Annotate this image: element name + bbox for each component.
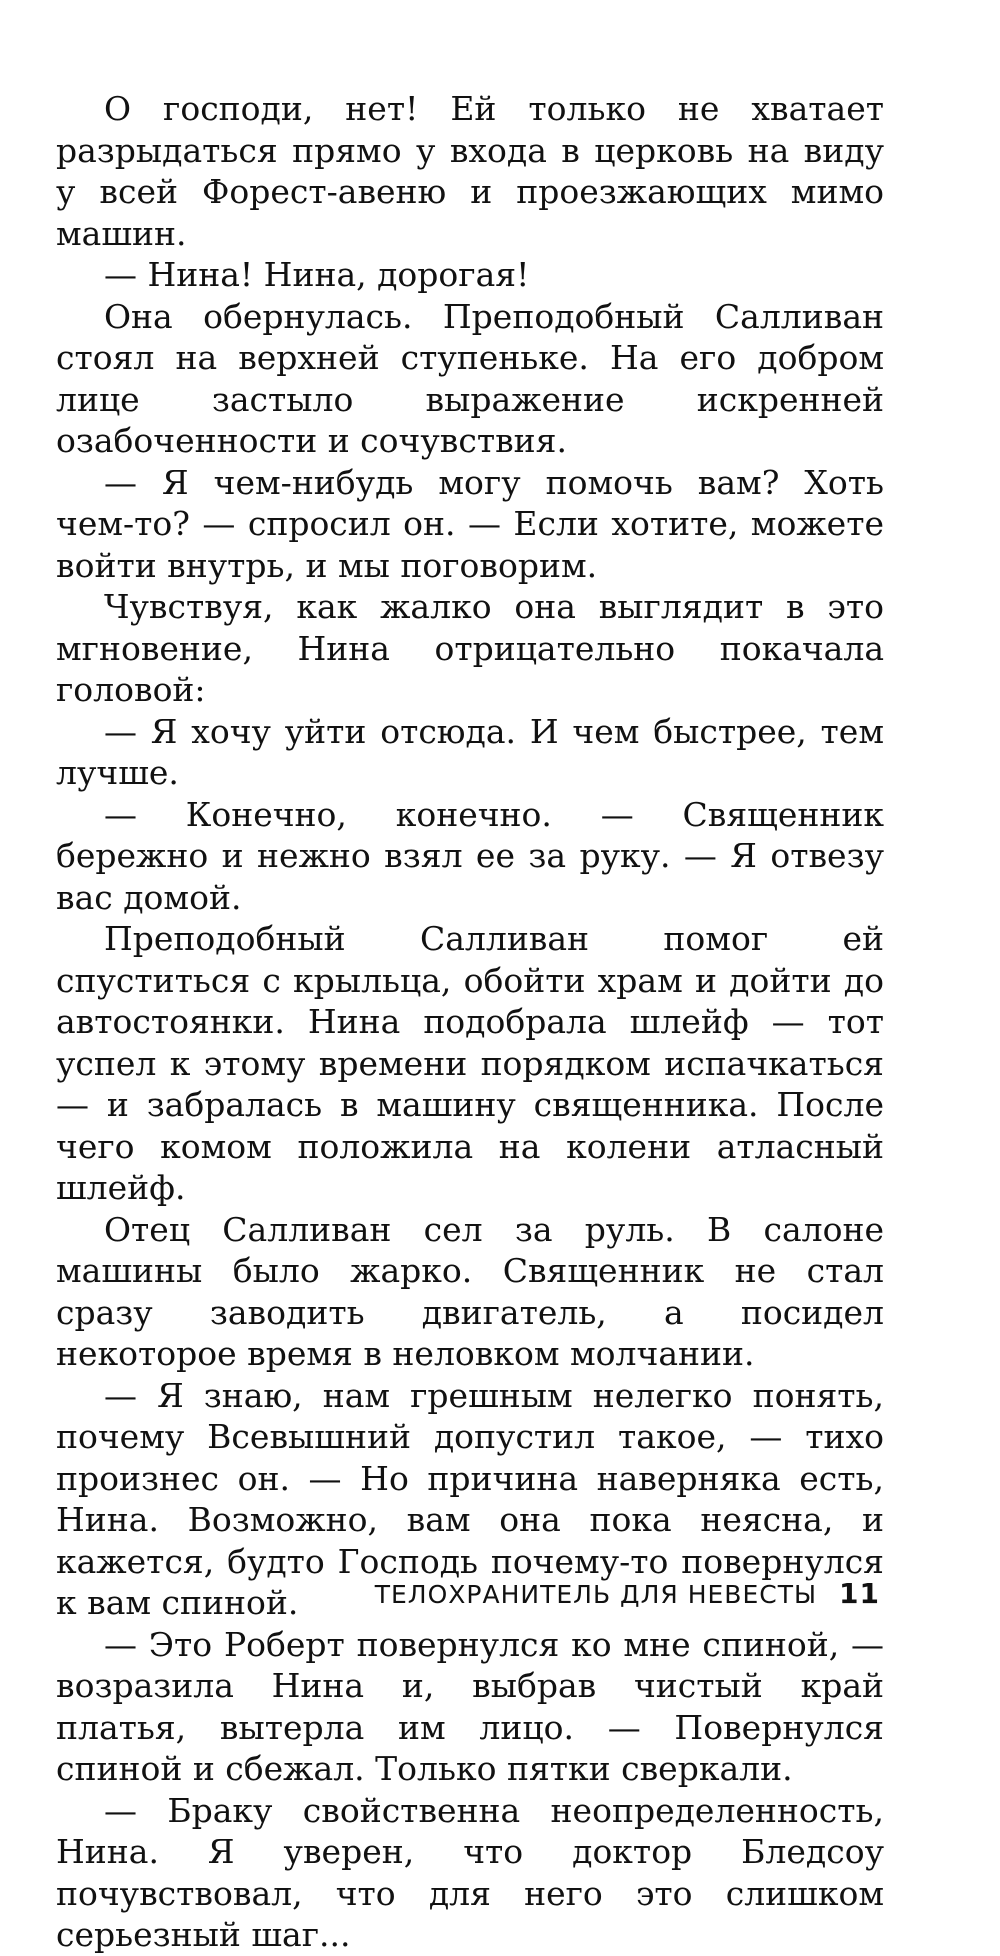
page-number: 11 [839,1577,880,1610]
paragraph-5: Чувствуя, как жалко она выглядит в это мгновение, Нина отрицательно покачала головой: [56,587,884,709]
paragraph-10: — Я знаю, нам грешным нелегко понять, почему Всевышний допустил такое, — тихо произнес он. — Но причина наверняка есть, Нина. Возможно, вам она пока неясна, и кажется, будто Господь почему-то повернулся к вам спиной. [56,1375,884,1622]
paragraph-7: — Конечно, конечно. — Священник бережно и нежно взял ее за руку. — Я отвезу вас домой. [56,794,884,917]
book-title: ТЕЛОХРАНИТЕЛЬ ДЛЯ НЕВЕСТЫ [374,1580,818,1609]
paragraph-4: — Я чем-нибудь могу помочь вам? Хоть чем-то? — спросил он. — Если хотите, можете войти внутрь, и мы поговорим. [56,462,884,585]
paragraph-12: — Браку свойственна неопределенность, Нина. Я уверен, что доктор Бледсоу почувствовал, что для него это слишком серьезный шаг... [56,1790,884,1954]
paragraph-2: — Нина! Нина, дорогая! [104,255,530,294]
running-footer [56,1577,880,1610]
page-body [56,88,884,1956]
paragraph-11: — Это Роберт повернулся ко мне спиной, — возразила Нина и, выбрав чистый край платья, вытерла им лицо. — Повернулся спиной и сбежал. Только пятки сверкали. [56,1624,884,1788]
paragraph-6: — Я хочу уйти отсюда. И чем быстрее, тем лучше. [56,711,884,792]
paragraph-3: Она обернулась. Преподобный Салливан стоял на верхней ступеньке. На его добром лице застыло выражение искренней озабоченности и сочувствия. [56,296,884,460]
paragraph-1: О господи, нет! Ей только не хватает разрыдаться прямо у входа в церковь на виду у всей Форест-авеню и проезжающих мимо машин. [56,89,884,253]
paragraph-8: Преподобный Салливан помог ей спуститься с крыльца, обойти храм и дойти до автостоянки. Нина подобрала шлейф — тот успел к этому времени порядком испачкаться — и забралась в машину священника. После чего комом положила на колени атласный шлейф. [56,919,884,1207]
paragraph-9: Отец Салливан сел за руль. В салоне машины было жарко. Священник не стал сразу заводить двигатель, а посидел некоторое время в неловком молчании. [56,1209,884,1373]
